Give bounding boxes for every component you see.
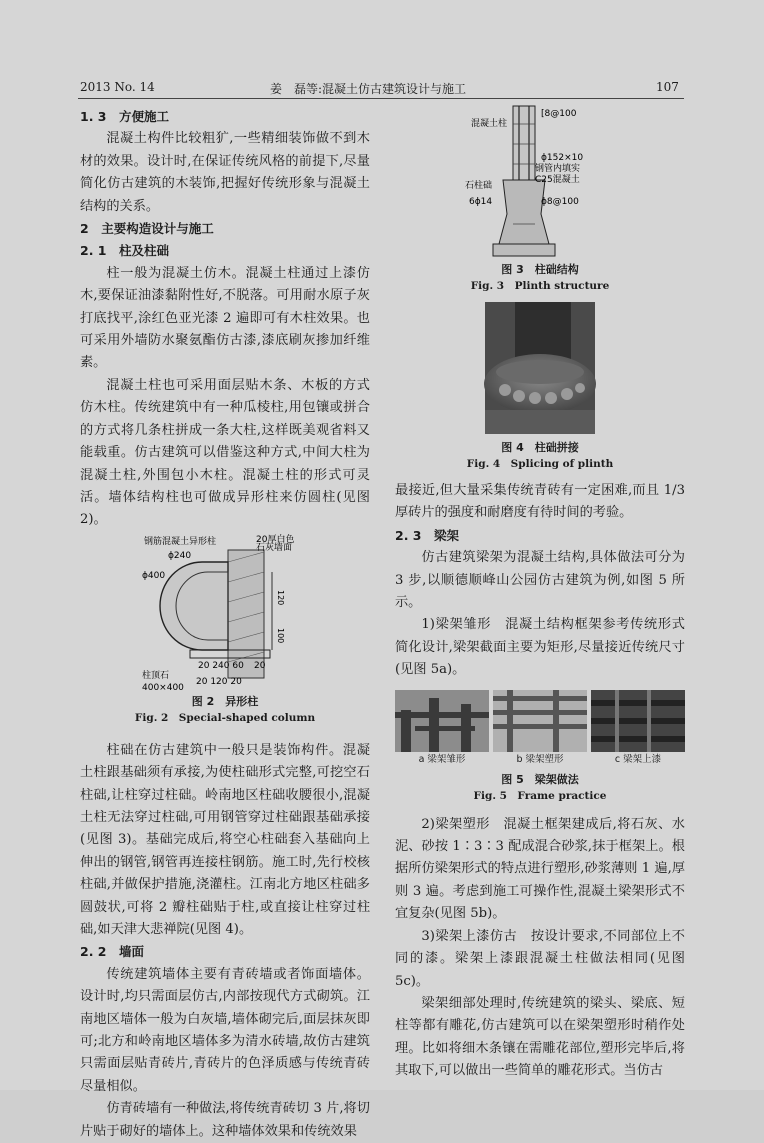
left-column [80, 106, 370, 1143]
figure-5-caption-en: Fig. 5 Frame practice [473, 789, 607, 802]
figure-4-photo [485, 302, 595, 434]
fig2-label-top-size: 400×400 [142, 682, 184, 693]
figure-3 [395, 104, 685, 262]
section-2-3-heading: 2. 3 梁架 [395, 527, 459, 543]
running-title: 姜 磊等:混凝土仿古建筑设计与施工 [270, 82, 467, 96]
fig3-label-concrete-col: 混凝土柱 [471, 119, 508, 129]
right-column [395, 104, 685, 1083]
paragraph: 传统建筑墙体主要有青砖墙或者饰面墙体。设计时,均只需面层仿古,内部按现代方式砌筑。江南地区墙体一般为白灰墙,墙体砌完后,面层抹灰即可;北方和岭南地区墙体多为清水砖墙,故仿古建筑只需面层贴青砖片,青砖片的色泽质感与传统青砖尽量相似。 [80, 966, 370, 1094]
fig2-label-wall: 石灰墙面 [256, 542, 293, 553]
fig3-label-bars: 6ϕ14 [469, 197, 493, 207]
plinth-structure-drawing [395, 104, 685, 262]
figure-3-caption-en: Fig. 3 Plinth structure [470, 280, 610, 292]
figure-2 [80, 532, 370, 694]
figure-5a-label: a 梁架雏形 [418, 753, 466, 765]
paragraph: 混凝土柱也可采用面层贴木条、木板的方式仿木柱。传统建筑中有一种瓜棱柱,用包镶或拼合的方式将几条柱拼成一条大柱,这样既美观省料又能载重。仿古建筑可以借鉴这种方式,中间大柱为混凝土柱,外围包小木柱。混凝土柱的形式可灵活。墙体结构柱也可做成异形柱来仿圆柱(见图 2)。 [80, 377, 370, 528]
frame-painting-photo [591, 690, 685, 752]
fig3-label-stirrup: ϕ8@100 [541, 197, 579, 207]
paragraph: 2)梁架塑形 混凝土框架建成后,将石灰、水泥、砂按 1∶3∶3 配成混合砂浆,抹于框架上。根据所仿梁架形式的特点进行塑形,砂浆薄则 1 遍,厚则 3 遍。考虑到施工可操作性,混凝土梁架形式不宜复杂(见图 5b)。 [395, 816, 685, 922]
fig2-label-120: 120 [276, 589, 285, 605]
paragraph: 混凝土构件比较粗犷,一些精细装饰做不到木材的效果。设计时,在保证传统风格的前提下,尽量简化仿古建筑的木装饰,把握好传统形象与混凝土结构的关系。 [80, 131, 370, 214]
section-2-1-heading: 2. 1 柱及柱础 [80, 243, 169, 259]
figure-5c [591, 690, 685, 768]
section-2-heading: 2 主要构造设计与施工 [80, 221, 214, 237]
fig2-label-d240: ϕ240 [168, 550, 192, 561]
paragraph: 1)梁架雏形 混凝土结构框架参考传统形式简化设计,梁架截面主要为矩形,尽量接近传统尺寸(见图 5a)。 [395, 617, 685, 678]
figure-5b-label: b 梁架塑形 [516, 753, 564, 765]
paragraph: 3)梁架上漆仿古 按设计要求,不同部位上不同的漆。梁架上漆跟混凝土柱做法相同(见图 5c)。 [395, 928, 685, 989]
section-1-3-heading: 1. 3 方便施工 [80, 109, 169, 124]
fig3-label-c25: C25混凝土 [535, 175, 580, 185]
figure-5 [395, 690, 685, 768]
page-number: 107 [656, 80, 679, 94]
figure-5a [395, 690, 489, 768]
paragraph: 梁架细部处理时,传统建筑的梁头、梁底、短柱等都有雕花,仿古建筑可以在梁架塑形时稍作处理。比如将细木条镶在需雕花部位,塑形完毕后,将其取下,可以做出一些简单的雕花形式。当仿古 [395, 995, 685, 1079]
figure-5-caption-cn: 图 5 梁架做法 [501, 772, 579, 786]
fig2-label-20: 20 [254, 660, 266, 671]
fig2-label-top: 柱顶石 [142, 670, 170, 681]
fig2-label-dims: 20 240 60 [198, 660, 244, 671]
fig2-label-100: 100 [276, 627, 285, 643]
journal-issue: 2013 No. 14 [80, 80, 155, 94]
figure-3-caption-cn: 图 3 柱础结构 [501, 263, 579, 276]
figure-5b [493, 690, 587, 768]
paragraph: 柱一般为混凝土仿木。混凝土柱通过上漆仿木,要保证油漆黏附性好,不脱落。可用耐水原子灰打底找平,涂红色亚光漆 2 遍即可有木柱效果。也可采用外墙防水聚氨酯仿古漆,漆底刷灰掺加纤维素。 [80, 265, 370, 371]
paragraph: 柱础在仿古建筑中一般只是装饰构件。混凝土柱跟基础须有承接,为使柱础形式完整,可挖空石柱础,让柱穿过柱础。岭南地区柱础收腰很小,混凝土柱无法穿过柱础,可用钢管穿过柱础跟基础承接(见图 3)。基础完成后,将空心柱础套入基础向上伸出的钢管,钢管再连接柱钢筋。施工时,先行校核柱础,并做保护措施,浇灌柱。江南北方地区柱础多圆鼓状,可将 2 瓣柱础贴于柱,或直接让柱穿过柱础,如天津大悲禅院(见图 4)。 [80, 742, 370, 937]
figure-2-caption-en: Fig. 2 Special-shaped column [134, 711, 316, 724]
frame-prototype-photo [395, 690, 489, 752]
frame-shaping-photo [493, 690, 587, 752]
figure-4-caption-cn: 图 4 柱础拼接 [501, 441, 579, 454]
fig3-label-pipe2: 钢管内填实 [535, 164, 581, 174]
special-shaped-column-drawing [80, 532, 370, 694]
fig3-label-rebar-top: [8@100 [541, 109, 577, 119]
paragraph: 仿古建筑梁架为混凝土结构,具体做法可分为 3 步,以顺德顺峰山公园仿古建筑为例,如图 5 所示。 [395, 550, 685, 611]
fig3-label-base: 石柱础 [465, 181, 493, 191]
figure-2-caption-cn: 图 2 异形柱 [191, 694, 259, 708]
paragraph: 仿青砖墙有一种做法,将传统青砖切 3 片,将切片贴于砌好的墙体上。这种墙体效果和传统效果 [80, 1101, 370, 1139]
fig2-label-rebar: 钢筋混凝土异形柱 [144, 536, 217, 547]
fig3-label-pipe: ϕ152×10 [541, 153, 584, 163]
header-rule [78, 98, 684, 99]
paragraph: 最接近,但大量采集传统青砖有一定困难,而且 1/3 厚砖片的强度和耐磨度有待时间的考验。 [395, 483, 685, 521]
plinth-photo [485, 302, 595, 434]
section-2-2-heading: 2. 2 墙面 [80, 944, 144, 960]
fig2-label-dims2: 20 120 20 [196, 676, 242, 687]
fig2-label-d400: ϕ400 [142, 570, 166, 581]
figure-4-caption-en: Fig. 4 Splicing of plinth [466, 458, 614, 470]
fig2-label-white: 20厚白色 [256, 534, 295, 545]
figure-5c-label: c 梁架上漆 [614, 753, 662, 765]
